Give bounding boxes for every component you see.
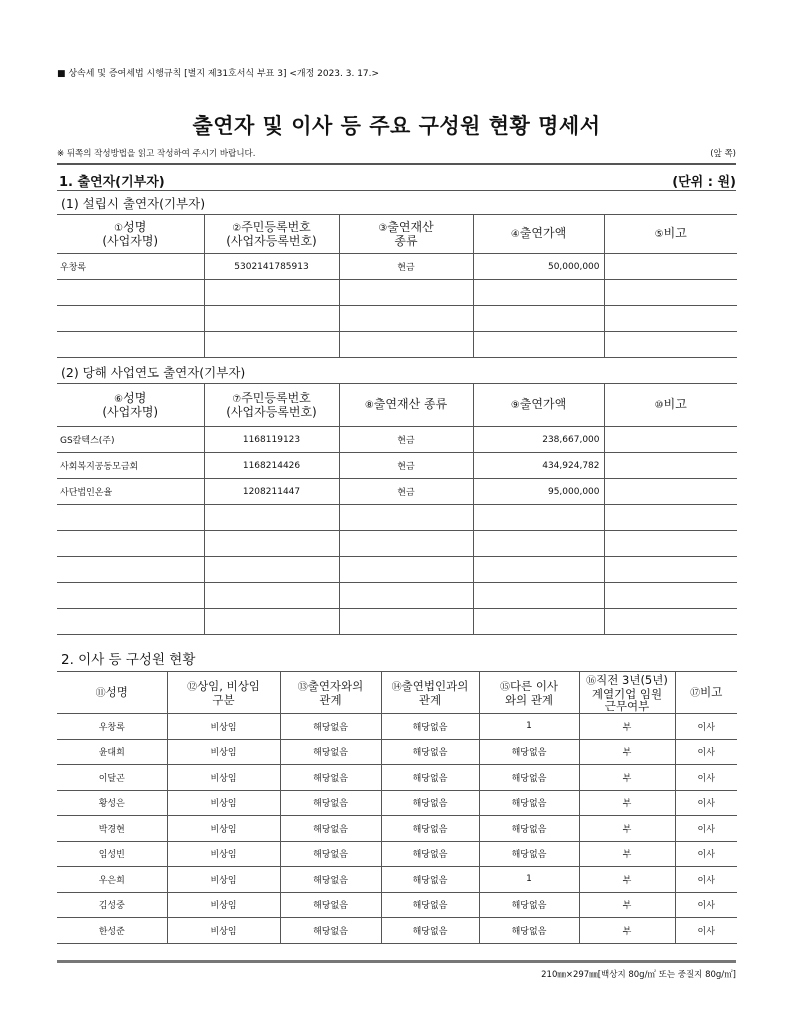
- table-cell: 부: [579, 790, 675, 816]
- table-row: [57, 557, 737, 583]
- item-number-mark: ⑯: [586, 675, 597, 687]
- column-header-line: 와의 관계: [504, 692, 554, 707]
- column-header-line: 관계: [319, 692, 342, 707]
- divider: [57, 960, 736, 963]
- table-cell: 해당없음: [280, 790, 381, 816]
- table-cell: 이사: [675, 790, 737, 816]
- table-row: [57, 714, 737, 740]
- column-header-line: [679, 686, 735, 700]
- table-cell: 임성빈: [57, 841, 167, 867]
- table-row: [57, 531, 737, 557]
- column-header: [339, 384, 473, 427]
- table-cell: [339, 609, 473, 635]
- table-cell: 해당없음: [280, 892, 381, 918]
- table-cell: 95,000,000: [473, 479, 604, 505]
- subsection2-title: (2) 당해 사업연도 출연자(기부자): [61, 365, 246, 380]
- table-cell: 해당없음: [381, 918, 479, 944]
- table-cell: 부: [579, 816, 675, 842]
- column-header-line: [385, 680, 476, 694]
- page-title: 출연자 및 이사 등 주요 구성원 현황 명세서: [192, 114, 601, 138]
- table-cell: [473, 306, 604, 332]
- table-row: [57, 306, 737, 332]
- current-year-donors-table: [57, 383, 737, 635]
- table-cell: [57, 609, 204, 635]
- item-number-mark: ③: [378, 222, 388, 234]
- table-cell: 해당없음: [280, 739, 381, 765]
- table-row: [57, 583, 737, 609]
- table-row: [57, 918, 737, 944]
- column-header-line: (사업자명): [102, 404, 159, 419]
- column-header-line: 관계: [418, 692, 442, 707]
- column-header-label: 출연가액: [519, 226, 567, 240]
- column-header-line: [60, 686, 164, 700]
- founding-donors-table: [57, 214, 737, 358]
- table-cell: [473, 609, 604, 635]
- table-cell: 김성중: [57, 892, 167, 918]
- item-number-mark: ⑬: [297, 681, 308, 693]
- table-cell: [204, 280, 339, 306]
- column-header-line: [208, 392, 336, 406]
- table-cell: 박경현: [57, 816, 167, 842]
- table-cell: 해당없음: [381, 790, 479, 816]
- table-cell: 434,924,782: [473, 453, 604, 479]
- item-number-mark: ⑪: [95, 687, 106, 699]
- table-cell: 황성은: [57, 790, 167, 816]
- table-row: [57, 505, 737, 531]
- table-cell: 50,000,000: [473, 254, 604, 280]
- table-cell: 비상임: [167, 816, 280, 842]
- table-cell: [204, 531, 339, 557]
- column-header: [675, 672, 737, 714]
- table-cell: [473, 557, 604, 583]
- table-cell: 해당없음: [479, 739, 579, 765]
- table-cell: 1168214426: [204, 453, 339, 479]
- column-header-line: 종류: [394, 233, 418, 248]
- table-cell: 현금: [339, 479, 473, 505]
- column-header: [579, 672, 675, 714]
- column-header-label: 출연재산: [387, 219, 434, 234]
- column-header-label: 성명: [123, 219, 147, 234]
- table-row: [57, 867, 737, 893]
- table-cell: 부: [579, 714, 675, 740]
- table-cell: [473, 280, 604, 306]
- item-number-mark: ⑤: [654, 229, 664, 240]
- table-cell: 현금: [339, 254, 473, 280]
- column-header: [57, 215, 204, 254]
- table-cell: [604, 453, 737, 479]
- table-cell: [339, 583, 473, 609]
- column-header-label: 비고: [663, 226, 687, 240]
- table-cell: GS칼텍스(주): [57, 427, 204, 453]
- item-number-mark: ⑫: [187, 681, 198, 693]
- table-row: [57, 790, 737, 816]
- table-cell: [204, 609, 339, 635]
- unit-label: (단위 : 원): [672, 175, 736, 190]
- column-header-label: 비고: [700, 684, 723, 699]
- table-cell: [57, 557, 204, 583]
- table-cell: 해당없음: [280, 765, 381, 791]
- table-cell: 해당없음: [280, 918, 381, 944]
- column-header-line: (사업자명): [102, 233, 159, 248]
- table-cell: 238,667,000: [473, 427, 604, 453]
- table-cell: [339, 505, 473, 531]
- table-cell: 이사: [675, 816, 737, 842]
- table-cell: 한성준: [57, 918, 167, 944]
- table-row: [57, 280, 737, 306]
- table-cell: 우창록: [57, 254, 204, 280]
- table-cell: [604, 531, 737, 557]
- table-cell: 이사: [675, 892, 737, 918]
- column-header: [473, 215, 604, 254]
- table-cell: [204, 505, 339, 531]
- table-cell: [204, 332, 339, 358]
- table-cell: [604, 557, 737, 583]
- table-cell: 부: [579, 892, 675, 918]
- table-cell: [604, 427, 737, 453]
- column-header-line: 근무여부: [604, 698, 650, 713]
- table-cell: 부: [579, 841, 675, 867]
- table-cell: 현금: [339, 453, 473, 479]
- table-row: [57, 332, 737, 358]
- column-header-label: 성명: [105, 684, 128, 699]
- column-header-line: [208, 221, 336, 235]
- item-number-mark: ⑮: [499, 681, 510, 693]
- table-cell: 1: [479, 714, 579, 740]
- item-number-mark: ⑩: [654, 400, 664, 411]
- column-header-line: [284, 680, 378, 694]
- table-cell: 부: [579, 739, 675, 765]
- table-cell: [604, 505, 737, 531]
- table-cell: [473, 332, 604, 358]
- column-header-line: [608, 227, 735, 241]
- subsection1-title: (1) 설립시 출연자(기부자): [61, 196, 206, 211]
- table-cell: 이사: [675, 841, 737, 867]
- table-cell: 부: [579, 867, 675, 893]
- page-side-label: (앞 쪽): [710, 149, 736, 159]
- table-cell: 비상임: [167, 892, 280, 918]
- column-header-line: (사업자등록번호): [226, 404, 317, 419]
- column-header-label: 출연재산 종류: [373, 397, 448, 411]
- column-header-label: 상임, 비상임: [197, 678, 260, 693]
- table-cell: 비상임: [167, 714, 280, 740]
- form-header-note: ■ 상속세 및 증여세법 시행규칙 [별지 제31호서식 부표 3] <개정 2023. 3. 17.>: [57, 69, 380, 79]
- table-cell: 이사: [675, 918, 737, 944]
- column-header: [280, 672, 381, 714]
- table-cell: [604, 306, 737, 332]
- column-header: [57, 672, 167, 714]
- table-row: [57, 427, 737, 453]
- table-cell: 해당없음: [381, 739, 479, 765]
- column-header-line: [60, 392, 201, 406]
- column-header-line: [171, 680, 277, 694]
- table-cell: 해당없음: [381, 892, 479, 918]
- table-cell: 이사: [675, 739, 737, 765]
- item-number-mark: ①: [114, 222, 124, 234]
- table-cell: 1: [479, 867, 579, 893]
- divider: [57, 190, 736, 191]
- table-cell: 1208211447: [204, 479, 339, 505]
- column-header-line: (사업자등록번호): [226, 233, 317, 248]
- table-cell: 현금: [339, 427, 473, 453]
- column-header: [604, 215, 737, 254]
- table-cell: 해당없음: [280, 816, 381, 842]
- table-cell: 비상임: [167, 765, 280, 791]
- item-number-mark: ⑦: [232, 393, 242, 405]
- table-cell: 해당없음: [381, 867, 479, 893]
- table-cell: 이달곤: [57, 765, 167, 791]
- table-cell: 해당없음: [280, 841, 381, 867]
- table-cell: 부: [579, 918, 675, 944]
- table-cell: 사단법인온율: [57, 479, 204, 505]
- table-cell: [204, 306, 339, 332]
- column-header-line: [583, 674, 672, 688]
- board-members-table: [57, 671, 737, 944]
- section1-title: 1. 출연자(기부자): [59, 175, 165, 190]
- table-cell: 1168119123: [204, 427, 339, 453]
- item-number-mark: ④: [510, 229, 520, 240]
- table-cell: [604, 332, 737, 358]
- column-header-label: 비고: [663, 397, 687, 411]
- item-number-mark: ⑨: [510, 400, 520, 411]
- column-header: [204, 215, 339, 254]
- table-row: [57, 841, 737, 867]
- column-header-label: 출연법인과의: [401, 678, 469, 693]
- table-cell: [57, 505, 204, 531]
- divider: [57, 163, 736, 165]
- table-cell: 이사: [675, 765, 737, 791]
- table-cell: [473, 505, 604, 531]
- table-cell: 해당없음: [479, 892, 579, 918]
- table-cell: [604, 583, 737, 609]
- table-cell: [604, 280, 737, 306]
- table-cell: 해당없음: [280, 867, 381, 893]
- table-row: [57, 816, 737, 842]
- table-cell: 해당없음: [381, 714, 479, 740]
- column-header-label: 다른 이사: [509, 678, 559, 693]
- table-cell: 해당없음: [479, 790, 579, 816]
- item-number-mark: ⑧: [364, 400, 374, 411]
- table-cell: 이사: [675, 714, 737, 740]
- column-header-label: 주민등록번호: [241, 219, 311, 234]
- column-header-line: [483, 680, 576, 694]
- table-cell: [57, 583, 204, 609]
- table-row: [57, 892, 737, 918]
- table-row: [57, 765, 737, 791]
- column-header-line: [343, 221, 470, 235]
- table-cell: [604, 609, 737, 635]
- column-header: [381, 672, 479, 714]
- column-header-label: 출연가액: [519, 397, 567, 411]
- table-cell: [604, 254, 737, 280]
- column-header-line: 계열기업 임원: [591, 686, 663, 701]
- column-header-line: [343, 398, 470, 412]
- table-cell: [339, 332, 473, 358]
- section2-title: 2. 이사 등 구성원 현황: [61, 652, 196, 668]
- column-header: [167, 672, 280, 714]
- table-cell: 해당없음: [479, 918, 579, 944]
- column-header-line: [608, 398, 735, 412]
- table-cell: [57, 306, 204, 332]
- table-cell: [339, 531, 473, 557]
- table-cell: 해당없음: [479, 841, 579, 867]
- table-cell: 윤대희: [57, 739, 167, 765]
- column-header-line: 구분: [212, 692, 235, 707]
- table-cell: [57, 332, 204, 358]
- item-number-mark: ②: [232, 222, 242, 234]
- table-row: [57, 453, 737, 479]
- column-header-label: 직전 3년(5년): [596, 672, 668, 687]
- table-cell: [604, 479, 737, 505]
- table-cell: [204, 557, 339, 583]
- table-cell: [57, 531, 204, 557]
- table-cell: 우은희: [57, 867, 167, 893]
- table-cell: [339, 280, 473, 306]
- table-cell: [339, 306, 473, 332]
- column-header-label: 성명: [123, 390, 147, 405]
- table-cell: 해당없음: [479, 765, 579, 791]
- table-row: [57, 479, 737, 505]
- table-cell: 해당없음: [479, 816, 579, 842]
- table-cell: 비상임: [167, 841, 280, 867]
- table-row: [57, 609, 737, 635]
- table-cell: [473, 531, 604, 557]
- item-number-mark: ⑭: [391, 681, 402, 693]
- table-cell: 해당없음: [381, 841, 479, 867]
- column-header: [339, 215, 473, 254]
- instruction-note: ※ 뒤쪽의 작성방법을 읽고 작성하여 주시기 바랍니다.: [57, 149, 256, 159]
- table-row: [57, 739, 737, 765]
- table-cell: 부: [579, 765, 675, 791]
- table-cell: 해당없음: [381, 765, 479, 791]
- table-cell: 사회복지공동모금회: [57, 453, 204, 479]
- item-number-mark: ⑥: [114, 393, 124, 405]
- table-cell: 비상임: [167, 790, 280, 816]
- paper-spec-footer: 210㎜×297㎜[백상지 80g/㎡ 또는 중질지 80g/㎡]: [541, 970, 736, 980]
- table-cell: 5302141785913: [204, 254, 339, 280]
- column-header: [473, 384, 604, 427]
- column-header-label: 주민등록번호: [241, 390, 311, 405]
- column-header: [57, 384, 204, 427]
- column-header-line: [477, 398, 601, 412]
- table-cell: [57, 280, 204, 306]
- table-cell: 해당없음: [280, 714, 381, 740]
- table-cell: 우창록: [57, 714, 167, 740]
- column-header-line: [60, 221, 201, 235]
- table-cell: 비상임: [167, 918, 280, 944]
- table-cell: [204, 583, 339, 609]
- table-row: [57, 254, 737, 280]
- table-cell: 해당없음: [381, 816, 479, 842]
- column-header-label: 출연자와의: [307, 678, 364, 693]
- table-cell: [339, 557, 473, 583]
- column-header: [204, 384, 339, 427]
- column-header: [479, 672, 579, 714]
- item-number-mark: ⑰: [690, 687, 701, 699]
- table-cell: 이사: [675, 867, 737, 893]
- table-cell: [473, 583, 604, 609]
- column-header-line: [477, 227, 601, 241]
- column-header: [604, 384, 737, 427]
- table-cell: 비상임: [167, 867, 280, 893]
- table-cell: 비상임: [167, 739, 280, 765]
